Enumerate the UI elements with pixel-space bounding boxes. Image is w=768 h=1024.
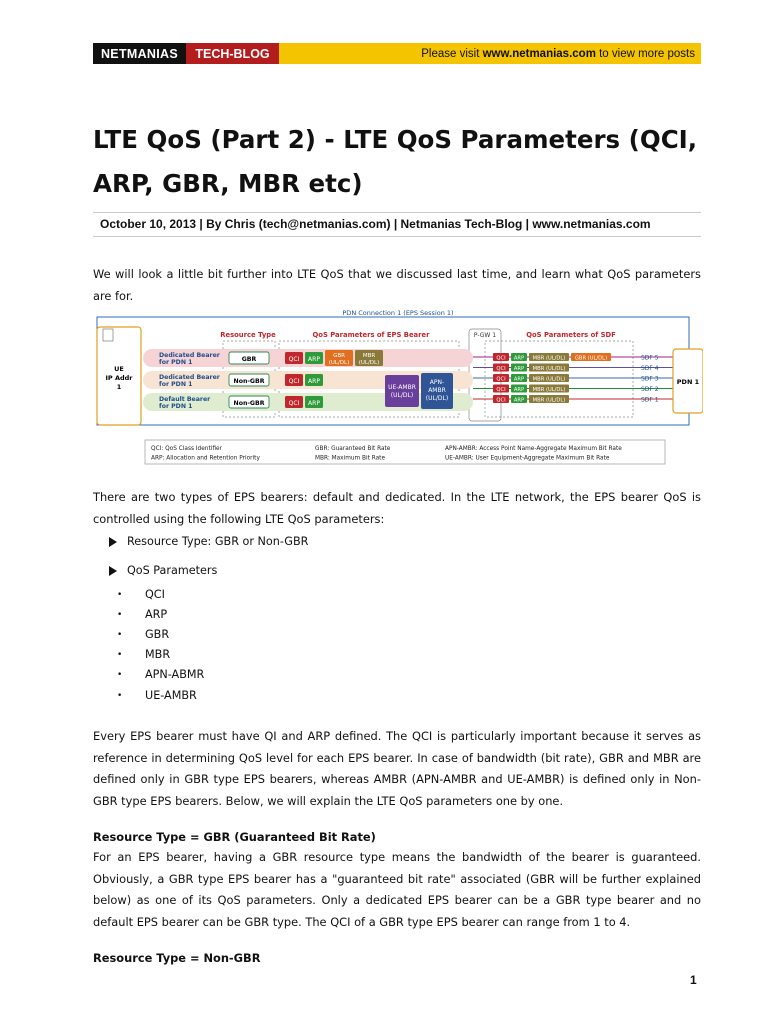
bullet-item-apn-abmr [117, 668, 204, 682]
gbr-heading: Resource Type = GBR (Guaranteed Bit Rate) [93, 830, 376, 844]
sdf-param-text: QCI [496, 397, 506, 404]
sdf-param-text: MBR (UL/DL) [532, 386, 566, 393]
bearer-3-name-l1: Default Bearer [159, 396, 211, 403]
bullet-dot: • [117, 691, 123, 701]
bearer-3-type: Non-GBR [233, 400, 265, 407]
bearer-2-name-l2: for PDN 1 [159, 381, 193, 388]
legend-entry: GBR: Guaranteed Bit Rate [315, 446, 391, 452]
sdf-param-text: QCI [496, 386, 506, 393]
ue-ambr-box [385, 375, 419, 407]
sdf-param-text: ARP [513, 397, 525, 404]
article-title: LTE QoS (Part 2) - LTE QoS Parameters (QCI, ARP, GBR, MBR etc) [93, 125, 698, 198]
sdf-param-text: MBR (UL/DL) [532, 355, 566, 362]
page-number: 1 [690, 973, 697, 987]
bearer-2-qci-text: QCI [288, 378, 300, 385]
pdn-connection-label: PDN Connection 1 (EPS Session 1) [342, 309, 454, 317]
sdf-name: SDF 5 [641, 354, 659, 362]
brand-label[interactable]: NETMANIAS [93, 43, 186, 64]
bullet-dot: • [117, 650, 123, 660]
sdf-param-text: ARP [513, 355, 525, 362]
legend-entry: QCI: QoS Class Identifier [151, 446, 222, 452]
sdf-name: SDF 4 [641, 364, 659, 372]
bullet-item-mbr [117, 648, 170, 662]
legend-entry: UE-AMBR: User Equipment-Aggregate Maximum Bit Rate [445, 455, 610, 462]
bearer-3-arp-text: ARP [308, 400, 320, 407]
sdf-param-text: ARP [513, 376, 525, 383]
eps-bearer-params-header: QoS Parameters of EPS Bearer [312, 331, 430, 339]
bearer-1-mbr-l2: (UL/DL) [358, 360, 380, 366]
bullet-item-gbr [117, 628, 169, 642]
sdf-name: SDF 2 [641, 385, 659, 393]
sdf-param-text: QCI [496, 355, 506, 362]
sdf-param-text: MBR (UL/DL) [532, 397, 566, 404]
qos-diagram [93, 305, 703, 470]
bearer-1-qci-text: QCI [288, 356, 300, 363]
bullet-text: QCI [145, 588, 165, 601]
visit-notice [279, 48, 701, 60]
arrow-item-resource-type [109, 535, 308, 548]
bearer-3-qci-text: QCI [288, 400, 300, 407]
legend-entry: ARP: Allocation and Retention Priority [151, 455, 260, 462]
ue-label-line2: IP Addr [105, 374, 133, 382]
ue-label-line3: 1 [116, 383, 122, 391]
bearer-1-arp-text: ARP [308, 356, 320, 363]
arrow-item-text: Resource Type: GBR or Non-GBR [127, 535, 309, 548]
bullet-dot: • [117, 630, 123, 640]
bearer-2-arp-text: ARP [308, 378, 320, 385]
phone-icon [103, 329, 113, 341]
sdf-param-text: MBR (UL/DL) [532, 365, 566, 372]
ue-ambr-l2: (UL/DL) [390, 392, 414, 399]
bullet-dot: • [117, 610, 123, 620]
pgw-label: P-GW 1 [473, 332, 497, 339]
bullet-text: GBR [145, 628, 170, 641]
legend-entry: APN-AMBR: Access Point Name-Aggregate Maximum Bit Rate [445, 446, 622, 452]
header-banner [93, 43, 701, 64]
sdf-rows [473, 353, 673, 403]
sdf-param-text: MBR (UL/DL) [532, 376, 566, 383]
sdf-param-text: ARP [513, 365, 525, 372]
sdf-param-text: GBR (UL/DL) [574, 355, 608, 362]
gbr-paragraph: For an EPS bearer, having a GBR resource type means the bandwidth of the bearer is guaranteed. Obviously, a GBR type EPS bearer has a "guaranteed bit rate" associated (GBR will be further explained below) as one of its QoS parameters. Only a dedicated EPS bearer can be a GBR type bearer and no default EPS bearer can be GBR type. The QCI of a GBR type EPS bearer can range from 1 to 4. [93, 850, 701, 929]
bullet-item-arp [117, 608, 167, 622]
bullet-item-qci [117, 588, 165, 602]
bearer-2-type: Non-GBR [233, 378, 265, 385]
legend-entry: MBR: Maximum Bit Rate [315, 455, 386, 462]
bullet-dot: • [117, 670, 123, 680]
ue-ambr-l1: UE-AMBR [388, 384, 416, 391]
eps-bearer-types-paragraph: There are two types of EPS bearers: default and dedicated. In the LTE network, the EPS bearer QoS is controlled using the following LTE QoS parameters: [93, 490, 701, 526]
visit-prefix: Please visit [421, 47, 483, 60]
bullet-text: MBR [145, 648, 171, 661]
arrow-item-qos-parameters [109, 564, 217, 577]
bullet-text: APN-ABMR [145, 668, 205, 681]
bearer-1-type: GBR [241, 356, 257, 363]
non-gbr-heading: Resource Type = Non-GBR [93, 951, 261, 965]
sdf-params-header: QoS Parameters of SDF [526, 331, 616, 339]
apn-ambr-l2: AMBR [428, 387, 446, 394]
bearer-1-gbr-l2: (UL/DL) [328, 360, 350, 366]
apn-ambr-l1: APN- [429, 379, 445, 386]
sdf-name: SDF 3 [641, 375, 659, 383]
bearer-1-gbr-l1: GBR [333, 353, 345, 359]
sdf-param-text: QCI [496, 365, 506, 372]
bullet-item-ue-ambr [117, 689, 197, 703]
triangle-bullet-icon [109, 537, 117, 547]
every-eps-bearer-paragraph: Every EPS bearer must have QI and ARP defined. The QCI is particularly important because it serves as reference in determining QoS level for each EPS bearer. In case of bandwidth (bit rate), GBR and MBR are defined only in GBR type EPS bearers, whereas AMBR (APN-AMBR and UE-AMBR) is defined only in Non-GBR type EPS bearers. Below, we will explain the LTE QoS parameters one by one. [93, 729, 701, 808]
visit-suffix: to view more posts [595, 47, 695, 60]
article-meta: October 10, 2013 | By Chris (tech@netmanias.com) | Netmanias Tech-Blog | www.netmanias.com [93, 212, 701, 237]
bearer-1-name-l2: for PDN 1 [159, 359, 193, 366]
bearer-3-name-l2: for PDN 1 [159, 403, 193, 410]
ue-label-line1: UE [114, 365, 124, 373]
bullet-text: ARP [145, 608, 168, 621]
bearer-1-mbr-l1: MBR [362, 353, 376, 359]
apn-ambr-l3: (UL/DL) [425, 395, 449, 402]
bullet-dot: • [117, 590, 123, 600]
bearer-1-name-l1: Dedicated Bearer [159, 352, 220, 359]
bearer-2-name-l1: Dedicated Bearer [159, 374, 220, 381]
bullet-text: UE-AMBR [145, 689, 197, 702]
triangle-bullet-icon [109, 566, 117, 576]
resource-type-header: Resource Type [220, 331, 276, 339]
sdf-name: SDF 1 [641, 396, 659, 404]
sdf-param-text: QCI [496, 376, 506, 383]
visit-site-link[interactable]: www.netmanias.com [482, 47, 596, 60]
intro-paragraph: We will look a little bit further into LTE QoS that we discussed last time, and learn what QoS parameters are for. [93, 267, 701, 303]
tech-blog-label[interactable]: TECH-BLOG [186, 43, 279, 64]
pdn-label: PDN 1 [676, 378, 700, 386]
sdf-param-text: ARP [513, 386, 525, 393]
arrow-item-text: QoS Parameters [127, 564, 218, 577]
